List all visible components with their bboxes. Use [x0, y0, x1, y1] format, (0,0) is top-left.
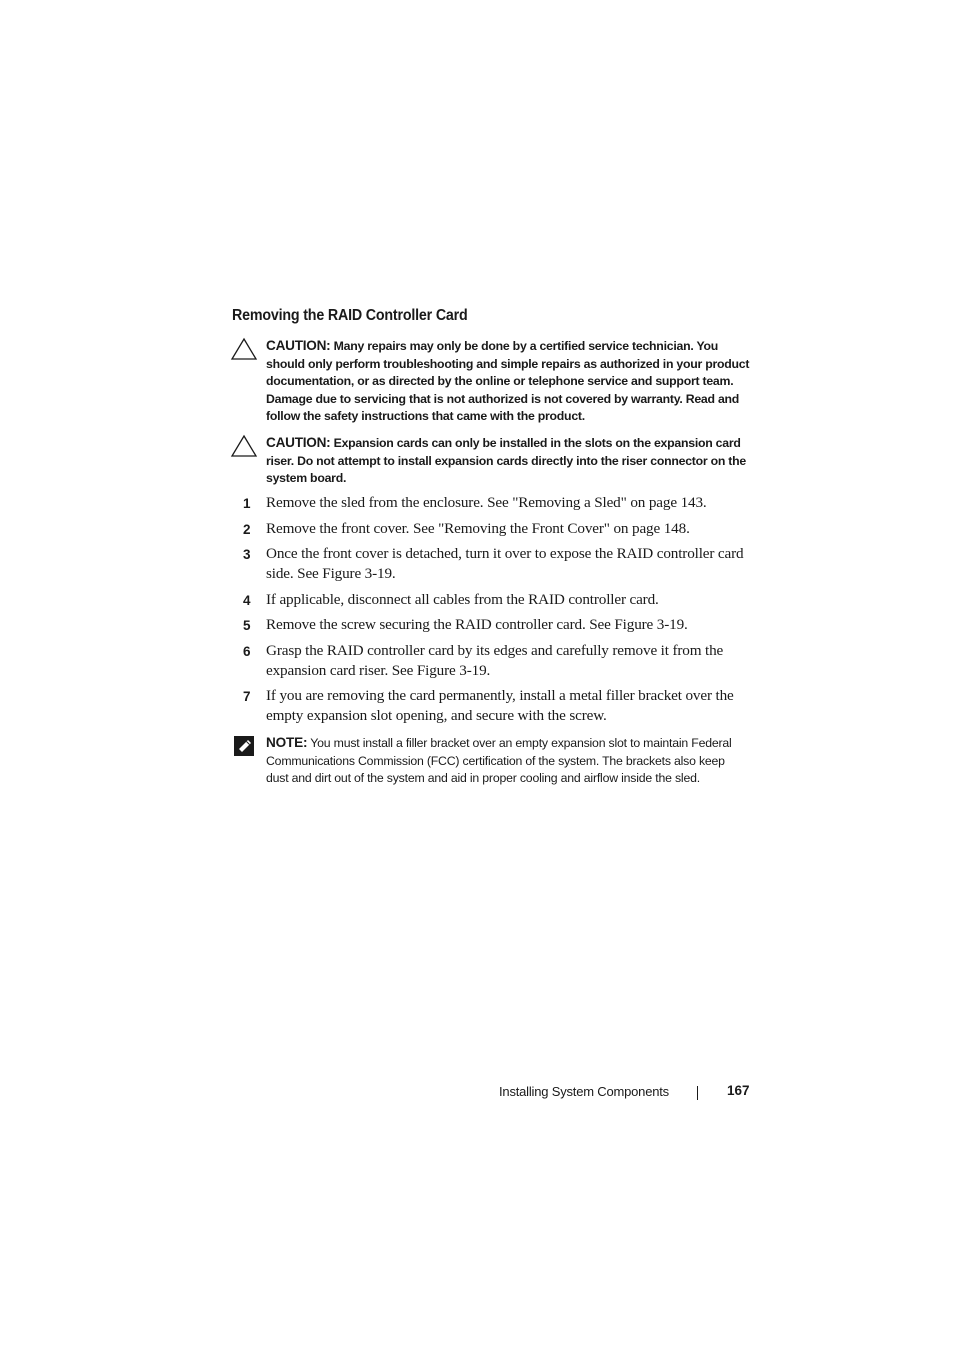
step-text: If you are removing the card permanently, install a metal filler bracket over the empty expansion slot opening, and secure with the screw. [266, 687, 734, 724]
procedure-step [232, 493, 752, 513]
step-number: 1 [243, 496, 251, 511]
step-number: 4 [243, 592, 251, 608]
footer-divider [697, 1086, 698, 1100]
note-body: You must install a filler bracket over an empty expansion slot to maintain Federal Communications Commission (FCC) certification of the system. The brackets also keep dust and dirt out of the system and aid in proper cooling and airflow inside the sled. [266, 736, 732, 786]
step-text: If applicable, disconnect all cables from the RAID controller card. [266, 590, 659, 608]
caution-triangle-icon [230, 434, 258, 458]
caution-text-block [266, 337, 750, 426]
step-text: Remove the front cover. See "Removing the Front Cover" on page 148. [266, 519, 690, 537]
step-number: 2 [243, 521, 251, 537]
procedure-step [232, 615, 752, 635]
note-label: NOTE: [266, 735, 308, 750]
note-pencil-icon [230, 734, 258, 758]
caution-label: CAUTION: [266, 338, 331, 353]
step-number: 5 [243, 618, 251, 634]
footer-chapter-title: Installing System Components [499, 1084, 669, 1099]
step-number: 3 [243, 547, 251, 563]
step-text: Remove the sled from the enclosure. See "Removing a Sled" on page 143. [266, 494, 707, 511]
caution-triangle-icon [230, 337, 258, 361]
step-number: 7 [243, 689, 251, 705]
caution-text-block [266, 434, 750, 488]
step-text: Grasp the RAID controller card by its edges and carefully remove it from the expansion card riser. See Figure 3-19. [266, 641, 724, 679]
section-title: Removing the RAID Controller Card [232, 307, 468, 324]
procedure-steps [232, 493, 752, 732]
page-number: 167 [727, 1083, 750, 1098]
caution-label: CAUTION: [266, 435, 331, 450]
note-text-block [266, 734, 750, 788]
procedure-step [232, 519, 752, 539]
procedure-step [232, 686, 752, 726]
procedure-step [232, 641, 752, 681]
step-number: 6 [243, 643, 251, 659]
procedure-step [232, 590, 752, 610]
caution-body: Many repairs may only be done by a certified service technician. You should only perform troubleshooting and simple repairs as authorized in your product documentation, or as directed by the online or telephone service and support team. Damage due to servicing that is not authorized is not covered by warranty. Read and follow the safety instructions that came with the product. [266, 339, 750, 424]
procedure-step [232, 544, 752, 584]
step-text: Remove the screw securing the RAID controller card. See Figure 3-19. [266, 616, 688, 634]
step-text: Once the front cover is detached, turn it over to expose the RAID controller card side. See Figure 3-19. [266, 545, 744, 582]
caution-body: Expansion cards can only be installed in the slots on the expansion card riser. Do not attempt to install expansion cards directly into the riser connector on the system board. [266, 436, 746, 486]
